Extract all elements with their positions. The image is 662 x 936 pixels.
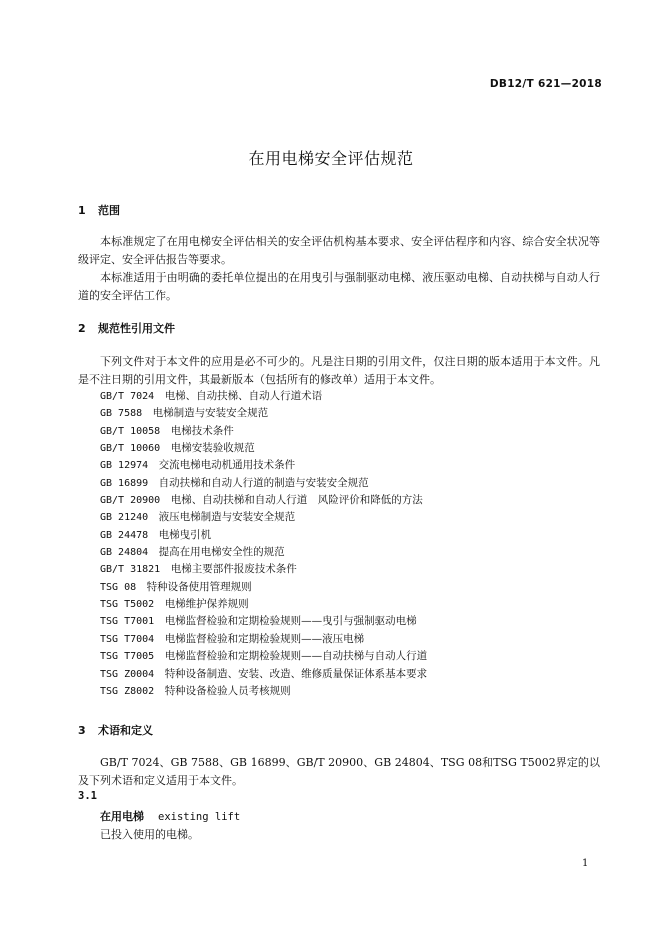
reference-item [100,405,427,422]
reference-name: 特种设备检验人员考核规则 [164,684,291,697]
term-en: existing lift [158,811,241,823]
reference-code: GB 12974 [100,460,149,472]
reference-name: 电梯制造与安装安全规范 [152,407,269,420]
reference-list [100,388,427,700]
reference-code: GB 21240 [100,512,149,524]
reference-item [100,423,427,440]
reference-item [100,561,427,578]
reference-item [100,613,427,630]
reference-item [100,492,427,509]
reference-code: GB 24478 [100,529,149,541]
document-title: 在用电梯安全评估规范 [248,149,414,168]
reference-code: TSG T7004 [100,633,155,645]
reference-code: GB/T 10060 [100,443,161,455]
term-heading [100,808,240,824]
scope-paragraph: 本标准适用于由明确的委托单位提出的在用曳引与强制驱动电梯、液压驱动电梯、自动扶梯与自动人行道的安全评估工作。 [78,271,600,302]
reference-code: TSG T7005 [100,651,155,663]
reference-code: TSG T7001 [100,616,155,628]
page-number: 1 [582,858,589,869]
section-heading-terms [78,722,153,738]
term-cn: 在用电梯 [100,810,144,823]
reference-item [100,596,427,613]
reference-item [100,440,427,457]
reference-item [100,388,427,405]
reference-name: 交流电梯电动机通用技术条件 [158,459,296,472]
reference-item [100,579,427,596]
reference-item [100,666,427,683]
reference-name: 电梯监督检验和定期检验规则——曳引与强制驱动电梯 [164,615,417,628]
reference-name: 电梯、自动扶梯、自动人行道术语 [164,390,323,402]
reference-code: TSG Z8002 [100,685,155,697]
reference-name: 自动扶梯和自动人行道的制造与安装安全规范 [158,476,369,489]
reference-name: 电梯技术条件 [170,424,234,437]
reference-name: 电梯监督检验和定期检验规则——液压电梯 [164,632,365,645]
standard-code: DB12/T 621—2018 [489,78,602,90]
reference-item [100,457,427,474]
scope-paragraph: 本标准规定了在用电梯安全评估相关的安全评估机构基本要求、安全评估程序和内容、综合安全状况等级评定、安全评估报告等要求。 [78,235,600,266]
reference-name: 电梯曳引机 [158,528,212,541]
reference-item [100,527,427,544]
section-heading-scope [78,202,120,218]
term-number: 3.1 [78,790,97,802]
reference-item [100,475,427,492]
reference-name: 电梯、自动扶梯和自动人行道 风险评价和降低的方法 [170,494,423,507]
section-title: 规范性引用文件 [98,322,175,335]
reference-code: GB/T 20900 [100,495,161,507]
reference-code: GB/T 31821 [100,564,161,576]
section-title: 范围 [98,204,120,217]
section-number: 2 [78,322,86,335]
section-number: 1 [78,204,86,217]
reference-code: TSG T5002 [100,599,155,611]
reference-name: 特种设备使用管理规则 [146,580,252,593]
reference-code: TSG Z0004 [100,668,155,680]
reference-item [100,509,427,526]
scope-body [78,233,600,305]
references-intro-text: 下列文件对于本文件的应用是必不可少的。凡是注日期的引用文件，仅注日期的版本适用于本文件。凡是不注日期的引用文件，其最新版本（包括所有的修改单）适用于本文件。 [78,355,600,386]
section-title: 术语和定义 [98,724,153,737]
reference-item [100,544,427,561]
section-number: 3 [78,724,86,737]
reference-code: GB 7588 [100,408,143,420]
reference-name: 电梯安装验收规范 [170,442,255,455]
reference-name: 液压电梯制造与安装安全规范 [158,511,296,524]
references-intro [78,353,600,389]
reference-name: 电梯维护保养规则 [164,598,249,611]
reference-name: 提高在用电梯安全性的规范 [158,546,285,559]
section-heading-references [78,320,175,336]
terms-intro [78,754,600,790]
reference-name: 电梯主要部件报废技术条件 [170,563,297,576]
terms-intro-text: GB/T 7024、GB 7588、GB 16899、GB/T 20900、GB 24804、TSG 08和TSG T5002界定的以及下列术语和定义适用于本文件。 [78,756,600,787]
term-definition: 已投入使用的电梯。 [100,828,199,841]
reference-item [100,683,427,700]
reference-code: GB/T 10058 [100,425,161,437]
reference-code: GB 16899 [100,477,149,489]
reference-item [100,648,427,665]
reference-name: 特种设备制造、安装、改造、维修质量保证体系基本要求 [164,667,428,680]
reference-code: GB/T 7024 [100,391,155,402]
reference-name: 电梯监督检验和定期检验规则——自动扶梯与自动人行道 [164,650,428,663]
reference-code: GB 24804 [100,547,149,559]
reference-code: TSG 08 [100,581,137,593]
reference-item [100,631,427,648]
